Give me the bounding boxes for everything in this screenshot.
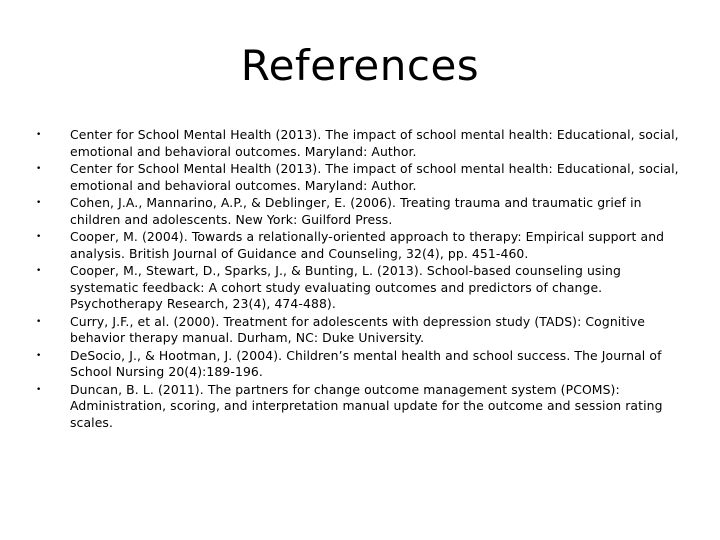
bullet-icon: •: [36, 384, 42, 395]
reference-list: [36, 127, 686, 432]
reference-text: Cohen, J.A., Mannarino, A.P., & Deblinger, E. (2006). Treating trauma and traumatic grief in children and adolescents. New York: Guilford Press.: [70, 195, 642, 227]
bullet-icon: •: [36, 316, 42, 327]
bullet-icon: •: [36, 198, 42, 208]
reference-text: Cooper, M. (2004). Towards a relationally-oriented approach to therapy: Empirical support and analysis. British Journal of Guidance and Counseling, 32(4), pp. 451-460.: [70, 229, 665, 261]
reference-item: [36, 127, 686, 160]
bullet-icon: •: [36, 350, 42, 361]
bullet-icon: •: [36, 164, 42, 174]
bullet-icon: •: [36, 266, 42, 276]
reference-text: DeSocio, J., & Hootman, J. (2004). Children’s mental health and school success. The Journal of School Nursing 20(4):189-196.: [70, 347, 662, 379]
reference-text: Center for School Mental Health (2013). The impact of school mental health: Educational, social, emotional and behavioral outcomes. Maryland: Author.: [70, 127, 679, 159]
reference-item: [36, 229, 686, 262]
slide-title: References: [240, 41, 480, 90]
reference-item: [36, 263, 686, 313]
bullet-icon: •: [36, 130, 42, 140]
bullet-icon: •: [36, 232, 42, 242]
reference-item: [36, 314, 686, 347]
reference-text: Curry, J.F., et al. (2000). Treatment for adolescents with depression study (TADS): Cognitive behavior therapy manual. Durham, NC: Duke University.: [70, 313, 645, 345]
reference-text: Duncan, B. L. (2011). The partners for change outcome management system (PCOMS): Administration, scoring, and interpretation manual update for the outcome and session rating scales.: [70, 381, 663, 430]
reference-item: [36, 195, 686, 228]
reference-item: [36, 161, 686, 194]
reference-item: [36, 382, 686, 432]
reference-item: [36, 348, 686, 381]
reference-text: Cooper, M., Stewart, D., Sparks, J., & Bunting, L. (2013). School-based counseling using systematic feedback: A cohort study evaluating outcomes and predictors of change. Psychotherapy Research, 23(4), 474-488).: [70, 263, 621, 311]
reference-text: Center for School Mental Health (2013). The impact of school mental health: Educational, social, emotional and behavioral outcomes. Maryland: Author.: [70, 161, 679, 193]
